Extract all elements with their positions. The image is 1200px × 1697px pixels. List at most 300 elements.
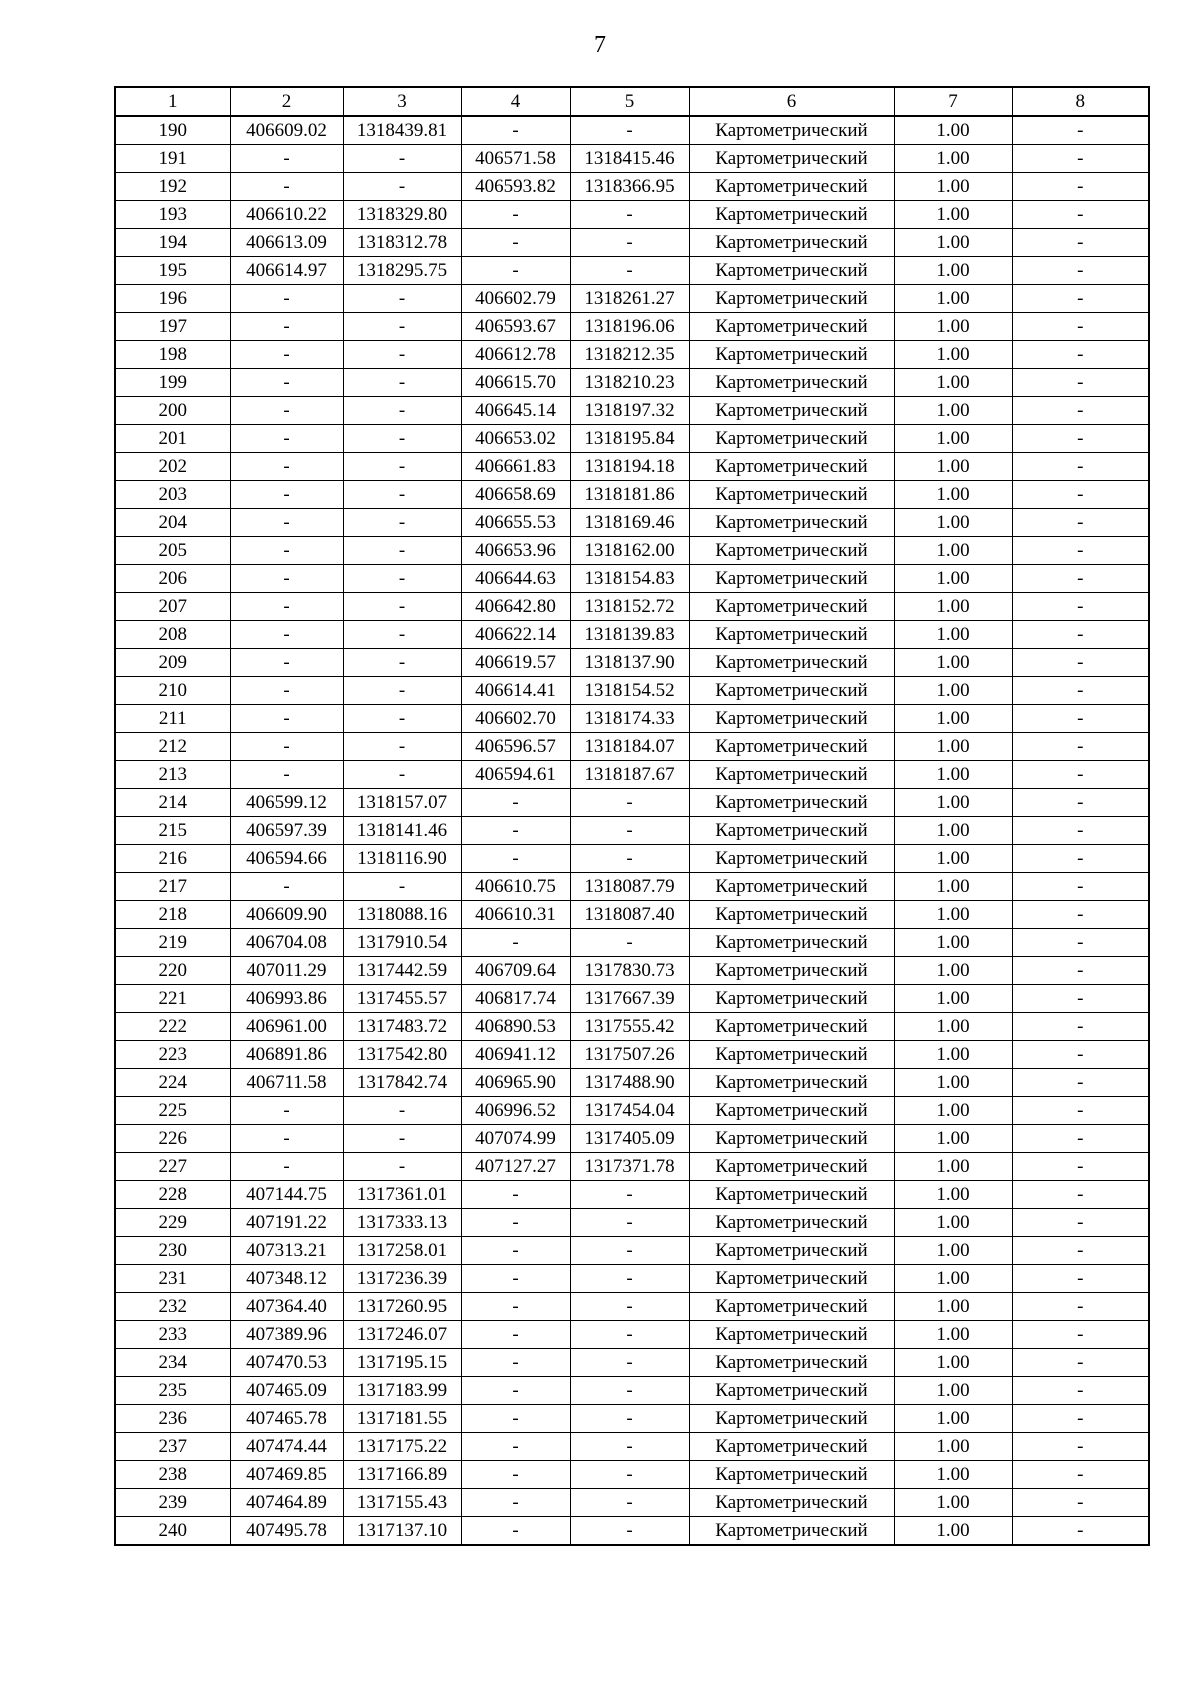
method-cell: Картометрический	[689, 1517, 894, 1546]
method-cell: Картометрический	[689, 1097, 894, 1125]
note-cell: -	[1012, 509, 1149, 537]
note-cell: -	[1012, 537, 1149, 565]
accuracy-cell: 1.00	[894, 481, 1012, 509]
table-row	[115, 201, 1149, 229]
coord-x-new-cell: 406890.53	[461, 1013, 570, 1041]
accuracy-cell: 1.00	[894, 789, 1012, 817]
method-cell: Картометрический	[689, 705, 894, 733]
table-row	[115, 173, 1149, 201]
note-cell: -	[1012, 1377, 1149, 1405]
accuracy-cell: 1.00	[894, 621, 1012, 649]
coord-y-existing-cell: 1317483.72	[343, 1013, 461, 1041]
coord-x-new-cell: 406653.02	[461, 425, 570, 453]
method-cell: Картометрический	[689, 453, 894, 481]
coord-x-new-cell: -	[461, 1517, 570, 1546]
method-cell: Картометрический	[689, 1209, 894, 1237]
accuracy-cell: 1.00	[894, 313, 1012, 341]
method-cell: Картометрический	[689, 1153, 894, 1181]
point-number-cell: 213	[115, 761, 230, 789]
point-number-cell: 230	[115, 1237, 230, 1265]
accuracy-cell: 1.00	[894, 985, 1012, 1013]
coord-x-existing-cell: -	[230, 1153, 343, 1181]
coord-y-existing-cell: 1317910.54	[343, 929, 461, 957]
note-cell: -	[1012, 957, 1149, 985]
table-header	[115, 87, 1149, 116]
coord-x-existing-cell: -	[230, 173, 343, 201]
note-cell: -	[1012, 565, 1149, 593]
method-cell: Картометрический	[689, 1013, 894, 1041]
table-row	[115, 901, 1149, 929]
accuracy-cell: 1.00	[894, 1125, 1012, 1153]
point-number-cell: 231	[115, 1265, 230, 1293]
coord-x-new-cell: 406596.57	[461, 733, 570, 761]
coord-y-new-cell: 1318261.27	[570, 285, 689, 313]
coord-x-existing-cell: -	[230, 537, 343, 565]
table-row	[115, 761, 1149, 789]
table-row	[115, 1293, 1149, 1321]
coord-y-existing-cell: 1318141.46	[343, 817, 461, 845]
coord-x-new-cell: 406602.70	[461, 705, 570, 733]
table-row	[115, 565, 1149, 593]
method-cell: Картометрический	[689, 173, 894, 201]
table-row	[115, 1069, 1149, 1097]
point-number-cell: 239	[115, 1489, 230, 1517]
coord-y-existing-cell: 1317246.07	[343, 1321, 461, 1349]
method-cell: Картометрический	[689, 509, 894, 537]
point-number-cell: 214	[115, 789, 230, 817]
coord-y-existing-cell: 1318312.78	[343, 229, 461, 257]
table-row	[115, 1181, 1149, 1209]
table-row	[115, 537, 1149, 565]
coord-x-existing-cell: 406961.00	[230, 1013, 343, 1041]
coord-y-existing-cell: 1317195.15	[343, 1349, 461, 1377]
coord-y-existing-cell: -	[343, 453, 461, 481]
table-row	[115, 873, 1149, 901]
point-number-cell: 202	[115, 453, 230, 481]
table-row	[115, 1405, 1149, 1433]
coord-y-existing-cell: -	[343, 313, 461, 341]
method-cell: Картометрический	[689, 593, 894, 621]
table-row	[115, 509, 1149, 537]
accuracy-cell: 1.00	[894, 509, 1012, 537]
coord-x-new-cell: 406941.12	[461, 1041, 570, 1069]
note-cell: -	[1012, 1461, 1149, 1489]
method-cell: Картометрический	[689, 1265, 894, 1293]
point-number-cell: 234	[115, 1349, 230, 1377]
accuracy-cell: 1.00	[894, 397, 1012, 425]
coord-x-existing-cell: -	[230, 313, 343, 341]
method-cell: Картометрический	[689, 761, 894, 789]
table-row	[115, 1125, 1149, 1153]
coord-y-existing-cell: -	[343, 173, 461, 201]
coord-x-existing-cell: 406704.08	[230, 929, 343, 957]
table-row	[115, 1489, 1149, 1517]
coord-y-existing-cell: -	[343, 537, 461, 565]
coord-y-new-cell: -	[570, 845, 689, 873]
coord-y-existing-cell: 1318116.90	[343, 845, 461, 873]
coord-y-new-cell: -	[570, 1349, 689, 1377]
table-row	[115, 1461, 1149, 1489]
coord-y-existing-cell: -	[343, 873, 461, 901]
coord-x-new-cell: -	[461, 116, 570, 145]
table-row	[115, 1433, 1149, 1461]
coord-y-existing-cell: 1318295.75	[343, 257, 461, 285]
coord-x-existing-cell: 407348.12	[230, 1265, 343, 1293]
table-row	[115, 116, 1149, 145]
coord-x-existing-cell: -	[230, 565, 343, 593]
coord-y-new-cell: 1318174.33	[570, 705, 689, 733]
coord-x-new-cell: 406996.52	[461, 1097, 570, 1125]
point-number-cell: 205	[115, 537, 230, 565]
note-cell: -	[1012, 1433, 1149, 1461]
note-cell: -	[1012, 116, 1149, 145]
method-cell: Картометрический	[689, 677, 894, 705]
coord-y-new-cell: 1318139.83	[570, 621, 689, 649]
point-number-cell: 206	[115, 565, 230, 593]
coord-y-new-cell: 1317555.42	[570, 1013, 689, 1041]
coord-x-existing-cell: -	[230, 481, 343, 509]
page-number: 7	[594, 32, 606, 58]
accuracy-cell: 1.00	[894, 1461, 1012, 1489]
accuracy-cell: 1.00	[894, 1097, 1012, 1125]
accuracy-cell: 1.00	[894, 957, 1012, 985]
table-row	[115, 1013, 1149, 1041]
note-cell: -	[1012, 201, 1149, 229]
coord-x-new-cell: -	[461, 1237, 570, 1265]
point-number-cell: 198	[115, 341, 230, 369]
method-cell: Картометрический	[689, 481, 894, 509]
accuracy-cell: 1.00	[894, 1349, 1012, 1377]
accuracy-cell: 1.00	[894, 873, 1012, 901]
coord-y-existing-cell: -	[343, 677, 461, 705]
method-cell: Картометрический	[689, 257, 894, 285]
coord-x-existing-cell: 407389.96	[230, 1321, 343, 1349]
point-number-cell: 192	[115, 173, 230, 201]
point-number-cell: 201	[115, 425, 230, 453]
point-number-cell: 226	[115, 1125, 230, 1153]
method-cell: Картометрический	[689, 1125, 894, 1153]
coord-x-new-cell: -	[461, 1433, 570, 1461]
table-row	[115, 593, 1149, 621]
coord-x-existing-cell: 406613.09	[230, 229, 343, 257]
coord-x-new-cell: 406645.14	[461, 397, 570, 425]
method-cell: Картометрический	[689, 229, 894, 257]
coord-x-existing-cell: -	[230, 341, 343, 369]
coord-y-existing-cell: 1317258.01	[343, 1237, 461, 1265]
method-cell: Картометрический	[689, 116, 894, 145]
coord-x-new-cell: -	[461, 1405, 570, 1433]
note-cell: -	[1012, 1293, 1149, 1321]
point-number-cell: 235	[115, 1377, 230, 1405]
accuracy-cell: 1.00	[894, 565, 1012, 593]
coord-x-existing-cell: -	[230, 761, 343, 789]
coord-x-new-cell: 406642.80	[461, 593, 570, 621]
point-number-cell: 193	[115, 201, 230, 229]
coord-x-existing-cell: 407364.40	[230, 1293, 343, 1321]
coord-y-existing-cell: 1317333.13	[343, 1209, 461, 1237]
accuracy-cell: 1.00	[894, 453, 1012, 481]
coord-y-existing-cell: 1317442.59	[343, 957, 461, 985]
note-cell: -	[1012, 1181, 1149, 1209]
method-cell: Картометрический	[689, 1461, 894, 1489]
point-number-cell: 217	[115, 873, 230, 901]
method-cell: Картометрический	[689, 537, 894, 565]
table-row	[115, 1041, 1149, 1069]
coord-y-existing-cell: 1317175.22	[343, 1433, 461, 1461]
accuracy-cell: 1.00	[894, 537, 1012, 565]
note-cell: -	[1012, 369, 1149, 397]
note-cell: -	[1012, 789, 1149, 817]
coord-x-existing-cell: -	[230, 285, 343, 313]
coord-x-new-cell: 406965.90	[461, 1069, 570, 1097]
method-cell: Картометрический	[689, 873, 894, 901]
point-number-cell: 229	[115, 1209, 230, 1237]
accuracy-cell: 1.00	[894, 1041, 1012, 1069]
method-cell: Картометрический	[689, 425, 894, 453]
coord-y-new-cell: 1318181.86	[570, 481, 689, 509]
method-cell: Картометрический	[689, 1293, 894, 1321]
note-cell: -	[1012, 733, 1149, 761]
table-row	[115, 285, 1149, 313]
table-row	[115, 481, 1149, 509]
table-row	[115, 733, 1149, 761]
note-cell: -	[1012, 1013, 1149, 1041]
point-number-cell: 194	[115, 229, 230, 257]
coord-y-new-cell: 1318184.07	[570, 733, 689, 761]
coord-y-new-cell: 1317488.90	[570, 1069, 689, 1097]
table-row	[115, 677, 1149, 705]
point-number-cell: 216	[115, 845, 230, 873]
coord-y-existing-cell: -	[343, 1153, 461, 1181]
table-row	[115, 957, 1149, 985]
coord-y-new-cell: -	[570, 1489, 689, 1517]
column-header-7: 7	[894, 87, 1012, 116]
accuracy-cell: 1.00	[894, 341, 1012, 369]
method-cell: Картометрический	[689, 1181, 894, 1209]
coord-x-existing-cell: 406891.86	[230, 1041, 343, 1069]
note-cell: -	[1012, 1209, 1149, 1237]
note-cell: -	[1012, 705, 1149, 733]
coord-y-new-cell: 1318415.46	[570, 145, 689, 173]
coord-x-new-cell: 406571.58	[461, 145, 570, 173]
table-row	[115, 369, 1149, 397]
method-cell: Картометрический	[689, 285, 894, 313]
coord-x-new-cell: 406622.14	[461, 621, 570, 649]
coord-x-new-cell: 406661.83	[461, 453, 570, 481]
coord-y-existing-cell: -	[343, 425, 461, 453]
table-row	[115, 257, 1149, 285]
note-cell: -	[1012, 929, 1149, 957]
point-number-cell: 221	[115, 985, 230, 1013]
coord-y-new-cell: -	[570, 1293, 689, 1321]
note-cell: -	[1012, 1489, 1149, 1517]
note-cell: -	[1012, 1265, 1149, 1293]
accuracy-cell: 1.00	[894, 593, 1012, 621]
coord-y-new-cell: 1317405.09	[570, 1125, 689, 1153]
coord-y-new-cell: 1317371.78	[570, 1153, 689, 1181]
accuracy-cell: 1.00	[894, 1405, 1012, 1433]
coord-x-new-cell: -	[461, 929, 570, 957]
column-header-3: 3	[343, 87, 461, 116]
accuracy-cell: 1.00	[894, 929, 1012, 957]
coord-x-existing-cell: 406993.86	[230, 985, 343, 1013]
accuracy-cell: 1.00	[894, 369, 1012, 397]
coord-y-existing-cell: -	[343, 481, 461, 509]
note-cell: -	[1012, 173, 1149, 201]
accuracy-cell: 1.00	[894, 1377, 1012, 1405]
accuracy-cell: 1.00	[894, 1293, 1012, 1321]
table-row	[115, 145, 1149, 173]
note-cell: -	[1012, 1097, 1149, 1125]
coord-x-existing-cell: -	[230, 593, 343, 621]
table-row	[115, 1517, 1149, 1546]
coord-y-new-cell: 1318210.23	[570, 369, 689, 397]
coord-x-existing-cell: 406609.02	[230, 116, 343, 145]
coord-x-existing-cell: -	[230, 1125, 343, 1153]
coord-y-existing-cell: 1318088.16	[343, 901, 461, 929]
coord-x-new-cell: 406817.74	[461, 985, 570, 1013]
coord-x-new-cell: -	[461, 1377, 570, 1405]
table-row	[115, 1153, 1149, 1181]
coord-y-new-cell: 1317830.73	[570, 957, 689, 985]
accuracy-cell: 1.00	[894, 1265, 1012, 1293]
coord-y-existing-cell: -	[343, 733, 461, 761]
coord-y-new-cell: 1318087.79	[570, 873, 689, 901]
coord-x-new-cell: -	[461, 257, 570, 285]
coordinates-table	[114, 86, 1150, 1546]
coord-x-existing-cell: 407495.78	[230, 1517, 343, 1546]
point-number-cell: 200	[115, 397, 230, 425]
coord-x-existing-cell: -	[230, 453, 343, 481]
table-row	[115, 817, 1149, 845]
coord-y-existing-cell: -	[343, 705, 461, 733]
header-row	[115, 87, 1149, 116]
coord-y-existing-cell: 1317842.74	[343, 1069, 461, 1097]
coord-y-existing-cell: 1317181.55	[343, 1405, 461, 1433]
note-cell: -	[1012, 1153, 1149, 1181]
coord-x-new-cell: 406593.67	[461, 313, 570, 341]
point-number-cell: 210	[115, 677, 230, 705]
accuracy-cell: 1.00	[894, 173, 1012, 201]
coord-x-existing-cell: 406597.39	[230, 817, 343, 845]
method-cell: Картометрический	[689, 649, 894, 677]
column-header-8: 8	[1012, 87, 1149, 116]
table-body	[115, 116, 1149, 1545]
coord-x-new-cell: 406610.31	[461, 901, 570, 929]
column-header-1: 1	[115, 87, 230, 116]
coord-x-existing-cell: 407474.44	[230, 1433, 343, 1461]
coord-x-existing-cell: -	[230, 145, 343, 173]
table-row	[115, 621, 1149, 649]
accuracy-cell: 1.00	[894, 1321, 1012, 1349]
coord-y-new-cell: -	[570, 1405, 689, 1433]
note-cell: -	[1012, 649, 1149, 677]
note-cell: -	[1012, 1125, 1149, 1153]
coord-y-new-cell: 1318154.83	[570, 565, 689, 593]
coord-x-existing-cell: 407470.53	[230, 1349, 343, 1377]
note-cell: -	[1012, 845, 1149, 873]
table-row	[115, 929, 1149, 957]
coord-x-new-cell: -	[461, 1209, 570, 1237]
note-cell: -	[1012, 677, 1149, 705]
coord-x-existing-cell: -	[230, 873, 343, 901]
method-cell: Картометрический	[689, 901, 894, 929]
coord-y-new-cell: 1318212.35	[570, 341, 689, 369]
coord-x-existing-cell: -	[230, 509, 343, 537]
coord-y-new-cell: -	[570, 229, 689, 257]
accuracy-cell: 1.00	[894, 1153, 1012, 1181]
point-number-cell: 232	[115, 1293, 230, 1321]
method-cell: Картометрический	[689, 1433, 894, 1461]
coord-x-existing-cell: 406610.22	[230, 201, 343, 229]
note-cell: -	[1012, 1517, 1149, 1546]
method-cell: Картометрический	[689, 1377, 894, 1405]
point-number-cell: 204	[115, 509, 230, 537]
point-number-cell: 207	[115, 593, 230, 621]
coord-x-new-cell: 406593.82	[461, 173, 570, 201]
accuracy-cell: 1.00	[894, 705, 1012, 733]
method-cell: Картометрический	[689, 397, 894, 425]
accuracy-cell: 1.00	[894, 229, 1012, 257]
table-row	[115, 453, 1149, 481]
column-header-2: 2	[230, 87, 343, 116]
accuracy-cell: 1.00	[894, 1517, 1012, 1546]
coord-y-existing-cell: -	[343, 621, 461, 649]
coord-x-new-cell: -	[461, 817, 570, 845]
method-cell: Картометрический	[689, 1069, 894, 1097]
method-cell: Картометрический	[689, 313, 894, 341]
accuracy-cell: 1.00	[894, 1489, 1012, 1517]
coord-y-existing-cell: 1317137.10	[343, 1517, 461, 1546]
coord-y-new-cell: 1318162.00	[570, 537, 689, 565]
coord-x-new-cell: -	[461, 1321, 570, 1349]
coord-x-new-cell: -	[461, 845, 570, 873]
coord-y-new-cell: 1318187.67	[570, 761, 689, 789]
point-number-cell: 219	[115, 929, 230, 957]
coord-y-new-cell: -	[570, 1209, 689, 1237]
column-header-6: 6	[689, 87, 894, 116]
coord-y-existing-cell: 1317260.95	[343, 1293, 461, 1321]
note-cell: -	[1012, 257, 1149, 285]
note-cell: -	[1012, 313, 1149, 341]
coord-x-new-cell: -	[461, 201, 570, 229]
point-number-cell: 212	[115, 733, 230, 761]
coord-y-new-cell: 1318195.84	[570, 425, 689, 453]
table-row	[115, 425, 1149, 453]
table-row	[115, 229, 1149, 257]
table-row	[115, 397, 1149, 425]
coord-x-new-cell: 406615.70	[461, 369, 570, 397]
table-row	[115, 649, 1149, 677]
note-cell: -	[1012, 145, 1149, 173]
coord-x-existing-cell: 406614.97	[230, 257, 343, 285]
coord-y-new-cell: 1318196.06	[570, 313, 689, 341]
point-number-cell: 224	[115, 1069, 230, 1097]
method-cell: Картометрический	[689, 341, 894, 369]
coord-y-new-cell: -	[570, 929, 689, 957]
coord-y-existing-cell: -	[343, 761, 461, 789]
method-cell: Картометрический	[689, 957, 894, 985]
coord-y-existing-cell: 1318329.80	[343, 201, 461, 229]
coord-x-existing-cell: 406599.12	[230, 789, 343, 817]
point-number-cell: 196	[115, 285, 230, 313]
table-row	[115, 1265, 1149, 1293]
coord-x-new-cell: 406610.75	[461, 873, 570, 901]
accuracy-cell: 1.00	[894, 733, 1012, 761]
table-row	[115, 1237, 1149, 1265]
coord-y-new-cell: -	[570, 1377, 689, 1405]
point-number-cell: 211	[115, 705, 230, 733]
